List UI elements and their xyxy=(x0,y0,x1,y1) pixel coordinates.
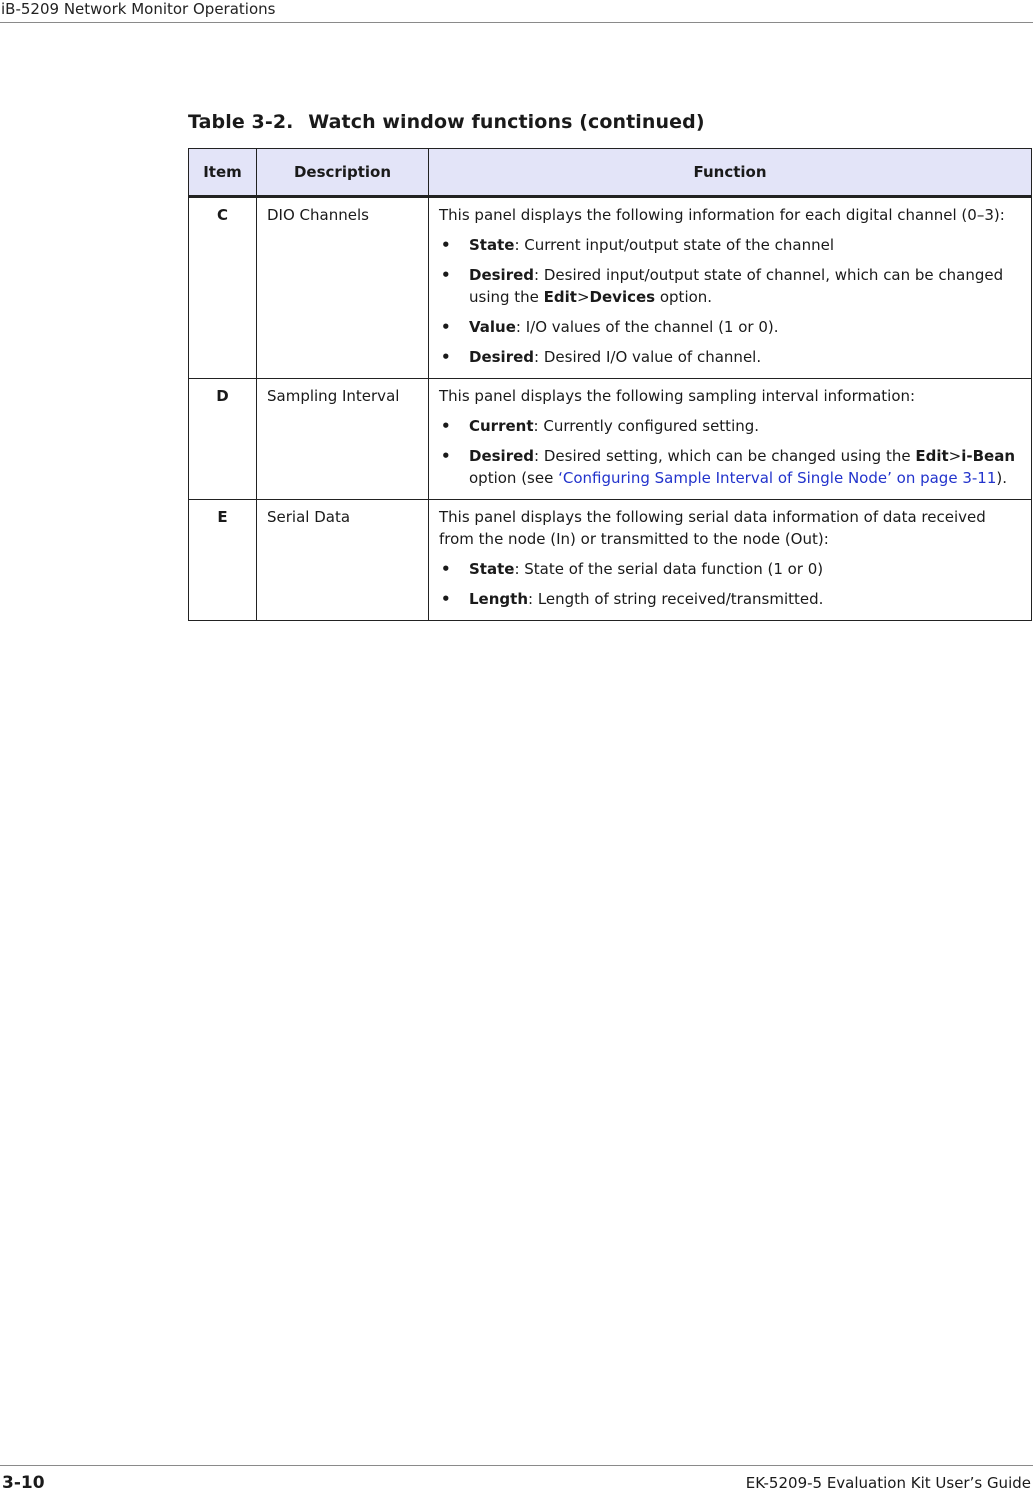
row-function xyxy=(429,379,1032,500)
bullet-tail: ). xyxy=(996,469,1007,487)
function-intro: This panel displays the following serial data information of data received from the node (In) or transmitted to the node (Out): xyxy=(439,508,986,548)
bullet-text: Desired input/output state of channel, which can be changed using the xyxy=(469,266,1004,306)
function-bullet-list xyxy=(439,415,1021,489)
bullet-item xyxy=(439,316,1021,338)
bullet-separator: : xyxy=(534,266,544,284)
table-row xyxy=(189,197,1032,379)
bullet-item xyxy=(439,445,1021,489)
table-caption-number: Table 3-2. xyxy=(188,111,294,133)
menu-separator: > xyxy=(576,288,590,306)
table-row xyxy=(189,500,1032,621)
bullet-term: Desired xyxy=(469,348,535,366)
row-item: C xyxy=(189,197,257,379)
row-description: DIO Channels xyxy=(257,197,429,379)
bullet-item xyxy=(439,264,1021,308)
bullet-term: Length xyxy=(469,590,528,608)
bullet-term: State xyxy=(469,560,515,578)
menu-name-edit: Edit xyxy=(543,288,577,306)
table-caption-title: Watch window functions (continued) xyxy=(308,111,705,133)
bullet-separator: : xyxy=(515,318,526,336)
bullet-term: Desired xyxy=(469,266,535,284)
function-bullet-list xyxy=(439,234,1021,368)
menu-separator: > xyxy=(948,447,962,465)
bullet-text: Current input/output state of the channel xyxy=(524,236,835,254)
bullet-text: Length of string received/transmitted. xyxy=(537,590,824,608)
menu-name-i-bean: i-Bean xyxy=(961,447,1016,465)
function-bullet-list xyxy=(439,558,1021,610)
bullet-separator: : xyxy=(534,447,544,465)
row-item: E xyxy=(189,500,257,621)
table-header-row xyxy=(189,149,1032,197)
row-function xyxy=(429,500,1032,621)
bullet-separator: : xyxy=(528,590,538,608)
row-item: D xyxy=(189,379,257,500)
bullet-text: Desired I/O value of channel. xyxy=(543,348,762,366)
page-number: 3-10 xyxy=(2,1473,45,1493)
bullet-term: State xyxy=(469,236,515,254)
column-header-item: Item xyxy=(189,149,257,197)
bullet-separator: : xyxy=(514,236,525,254)
menu-name-devices: Devices xyxy=(589,288,656,306)
menu-name-edit: Edit xyxy=(915,447,949,465)
bullet-separator: : xyxy=(533,417,544,435)
bullet-item xyxy=(439,415,1021,437)
bullet-term: Current xyxy=(469,417,534,435)
bullet-separator: : xyxy=(534,348,544,366)
bullet-item xyxy=(439,234,1021,256)
function-intro: This panel displays the following information for each digital channel (0–3): xyxy=(439,206,1005,224)
table-row xyxy=(189,379,1032,500)
guide-title: EK-5209-5 Evaluation Kit User’s Guide xyxy=(745,1474,1031,1492)
running-header xyxy=(0,0,1033,23)
running-header-title: iB-5209 Network Monitor Operations xyxy=(1,0,276,18)
bullet-item xyxy=(439,588,1021,610)
bullet-term: Desired xyxy=(469,447,535,465)
table-caption xyxy=(188,111,705,133)
bullet-text: Currently configured setting. xyxy=(543,417,760,435)
bullet-mid: option (see xyxy=(469,469,559,487)
column-header-description: Description xyxy=(257,149,429,197)
bullet-separator: : xyxy=(514,560,525,578)
function-intro: This panel displays the following sampling interval information: xyxy=(439,387,916,405)
bullet-text: State of the serial data function (1 or 0) xyxy=(524,560,824,578)
watch-window-functions-table xyxy=(188,148,1032,621)
running-footer xyxy=(0,1465,1033,1494)
bullet-term: Value xyxy=(469,318,516,336)
row-function xyxy=(429,197,1032,379)
bullet-item xyxy=(439,346,1021,368)
cross-reference-link[interactable]: ‘Configuring Sample Interval of Single Node’ on page 3-11 xyxy=(558,469,997,487)
row-description: Serial Data xyxy=(257,500,429,621)
row-description: Sampling Interval xyxy=(257,379,429,500)
bullet-text: Desired setting, which can be changed using the xyxy=(543,447,916,465)
column-header-function: Function xyxy=(429,149,1032,197)
bullet-item xyxy=(439,558,1021,580)
bullet-tail: option. xyxy=(655,288,713,306)
bullet-text: I/O values of the channel (1 or 0). xyxy=(525,318,779,336)
